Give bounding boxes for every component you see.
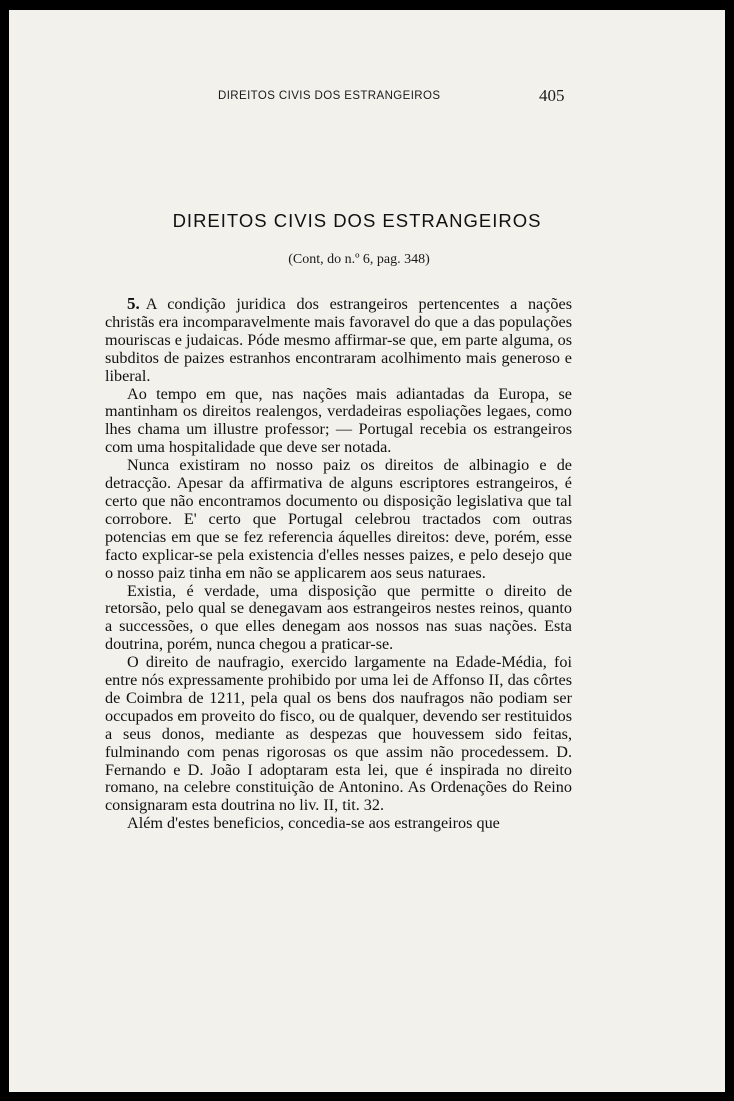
paragraph: Nunca existiram no nosso paiz os direitos de albinagio e de detracção. Apesar da affirmativa de alguns escriptores estrangeiros, é certo que não encontramos documento ou disposição legislativa que tal corrobore. E' certo que Portugal celebrou tractados com outras potencias em que se fez referencia áquelles direitos: deve, porém, esse facto explicar-se pela existencia d'elles nesses paizes, e pelo desejo que o nosso paiz tinha em não se applicarem aos seus naturaes.: [105, 456, 572, 582]
scanned-page: [9, 10, 725, 1092]
running-head: [9, 86, 725, 110]
paragraph: Ao tempo em que, nas nações mais adiantadas da Europa, se mantinham os direitos realengos, verdadeiras espoliações legaes, como lhes chama um illustre professor; — Portugal recebia os estrangeiros com uma hospitalidade que deve ser notada.: [105, 384, 572, 457]
continuation-note: (Cont, do n.º 6, pag. 348): [288, 252, 430, 267]
paragraph-text: A condição juridica dos estrangeiros pertencentes a nações christãs era incomparavelmente mais favoravel do que a das populações mouriscas e judaicas. Póde mesmo affirmar-se que, em parte alguma, os subditos de paizes estranhos encontraram acolhimento mais generoso e liberal.: [105, 295, 572, 385]
page-number: 405: [539, 86, 565, 105]
paragraph: [105, 295, 572, 386]
article-title: DIREITOS CIVIS DOS ESTRANGEIROS: [172, 210, 542, 231]
paragraph: O direito de naufragio, exercido largamente na Edade-Média, foi entre nós expressamente prohibido por uma lei de Affonso II, das côrtes de Coimbra de 1211, pela qual os bens dos naufragos não podiam ser occupados em proveito do fisco, ou de qualquer, devendo ser restituidos a seus donos, mediante as despezas que houvessem sido feitas, fulminando com penas rigorosas os que assim não procedessem. D. Fernando e D. João I adoptaram esta lei, que é inspirada no direito romano, na celebre constituição de Antonino. As Ordenações do Reino consignaram esta doutrina no liv. II, tit. 32.: [105, 653, 572, 815]
paragraph: Além d'estes beneficios, concedia-se aos estrangeiros que: [127, 814, 500, 833]
section-number: 5.: [127, 294, 140, 313]
body-text: [105, 295, 572, 833]
running-head-title: DIREITOS CIVIS DOS ESTRANGEIROS: [218, 90, 441, 102]
paragraph: Existia, é verdade, uma disposição que permitte o direito de retorsão, pelo qual se denegavam aos estrangeiros nestes reinos, quanto a successões, o que elles denegam aos nossos nas suas nações. Esta doutrina, porém, nunca chegou a praticar-se.: [105, 581, 572, 654]
